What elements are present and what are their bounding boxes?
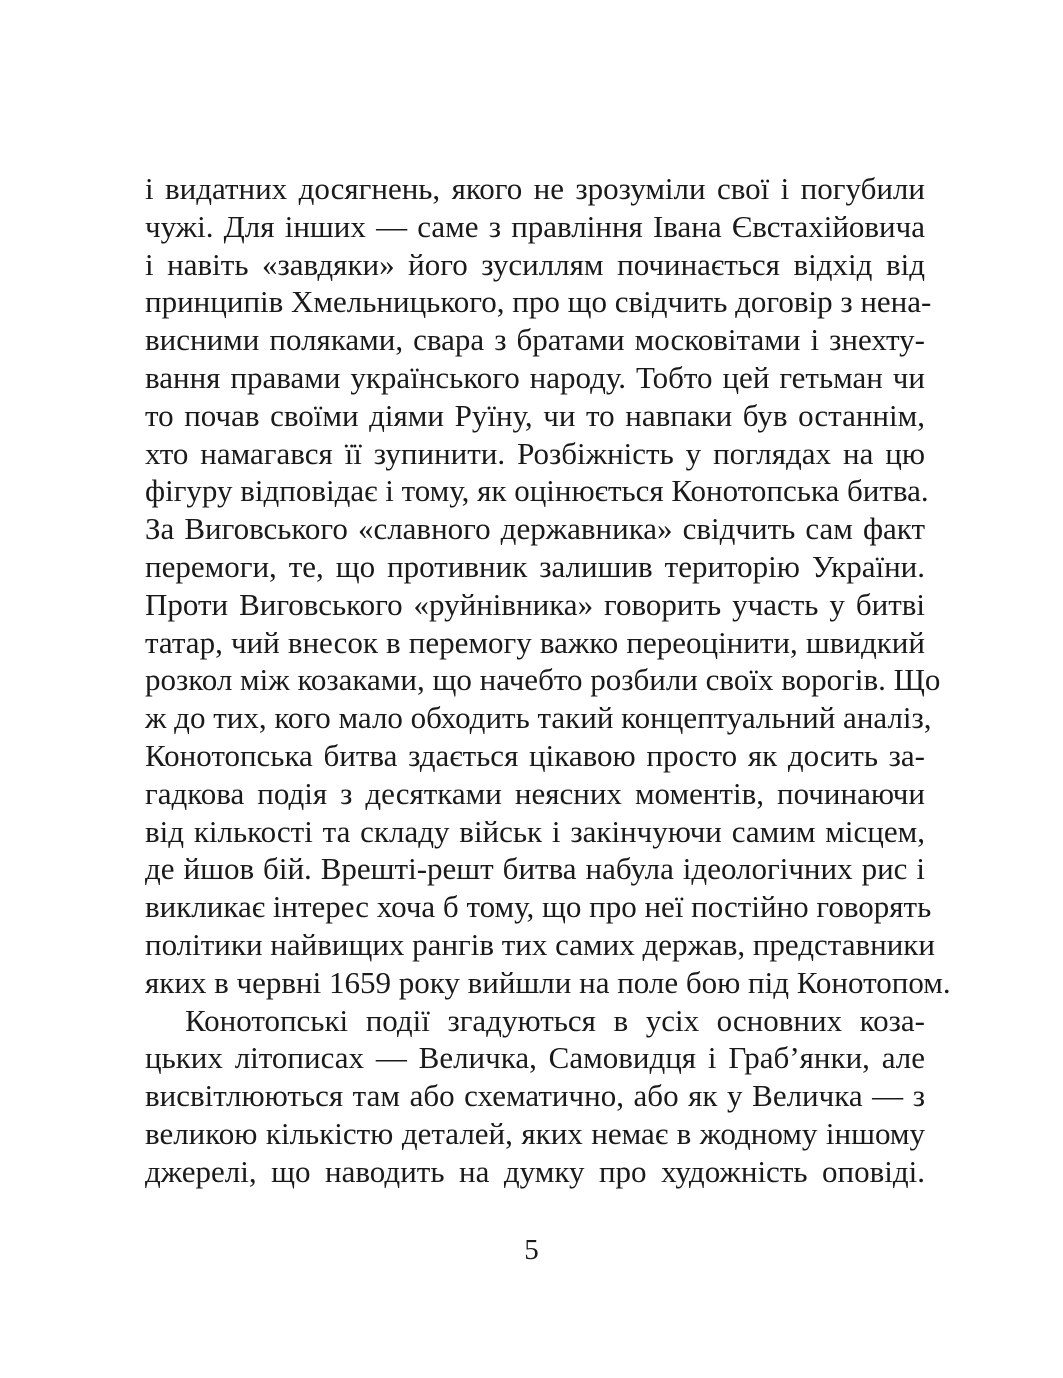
text-line: За Виговського «славного державника» свідчить сам факт — [145, 511, 925, 547]
text-line: Проти Виговського «руйнівника» говорить участь у битві — [145, 586, 925, 622]
text-line: перемоги, те, що противник залишив територію України. — [145, 548, 925, 584]
body-text — [145, 170, 951, 1191]
text-line: Конотопські події згадуються в усіх основних коза- — [185, 1002, 925, 1038]
text-line: розкол між козаками, що начебто розбили своїх ворогів. Що — [145, 662, 941, 698]
page-number: 5 — [524, 1234, 539, 1266]
text-line: ж до тих, кого мало обходить такий концептуальний аналіз, — [145, 700, 932, 736]
text-line: татар, чий внесок в перемогу важко переоцінити, швидкий — [145, 624, 925, 660]
text-line: і навіть «завдяки» його зусиллям починається відхід від — [145, 246, 925, 282]
text-line: від кількості та складу військ і закінчуючи самим місцем, — [145, 813, 925, 849]
text-line: джерелі, що наводить на думку про художність оповіді. — [145, 1153, 925, 1189]
text-line: висвітлюються там або схематично, або як у Величка — з — [145, 1078, 925, 1114]
text-line: і видатних досягнень, якого не зрозуміли свої і погубили — [145, 171, 925, 206]
text-line: гадкова подія з десятками неясних моментів, починаючи — [145, 775, 925, 811]
text-line: то почав своїми діями Руїну, чи то навпаки був останнім, — [145, 397, 925, 433]
text-line: висними поляками, свара з братами московітами і знехту- — [145, 322, 925, 358]
text-line: де йшов бій. Врешті-решт битва набула ідеологічних рис і — [145, 851, 925, 887]
text-line: викликає інтерес хоча б тому, що про неї постійно говорять — [145, 889, 932, 925]
text-line: чужі. Для інших — саме з правління Івана Євстахійовича — [145, 208, 925, 244]
text-line: цьких літописах — Величка, Самовидця і Граб’янки, але — [145, 1040, 925, 1076]
text-line: фігуру відповідає і тому, як оцінюється Конотопська битва. — [145, 473, 929, 509]
text-line: яких в червні 1659 року вийшли на поле бою під Конотопом. — [145, 964, 951, 1000]
text-line: вання правами українського народу. Тобто цей гетьман чи — [145, 359, 925, 395]
text-line: Конотопська битва здається цікавою просто як досить за- — [145, 737, 925, 773]
text-line: принципів Хмельницького, про що свідчить договір з нена- — [145, 284, 932, 320]
text-line: політики найвищих рангів тих самих держав, представники — [145, 926, 935, 962]
text-line: хто намагався її зупинити. Розбіжність у поглядах на цю — [145, 435, 925, 471]
text-line: великою кількістю деталей, яких немає в жодному іншому — [145, 1115, 925, 1151]
